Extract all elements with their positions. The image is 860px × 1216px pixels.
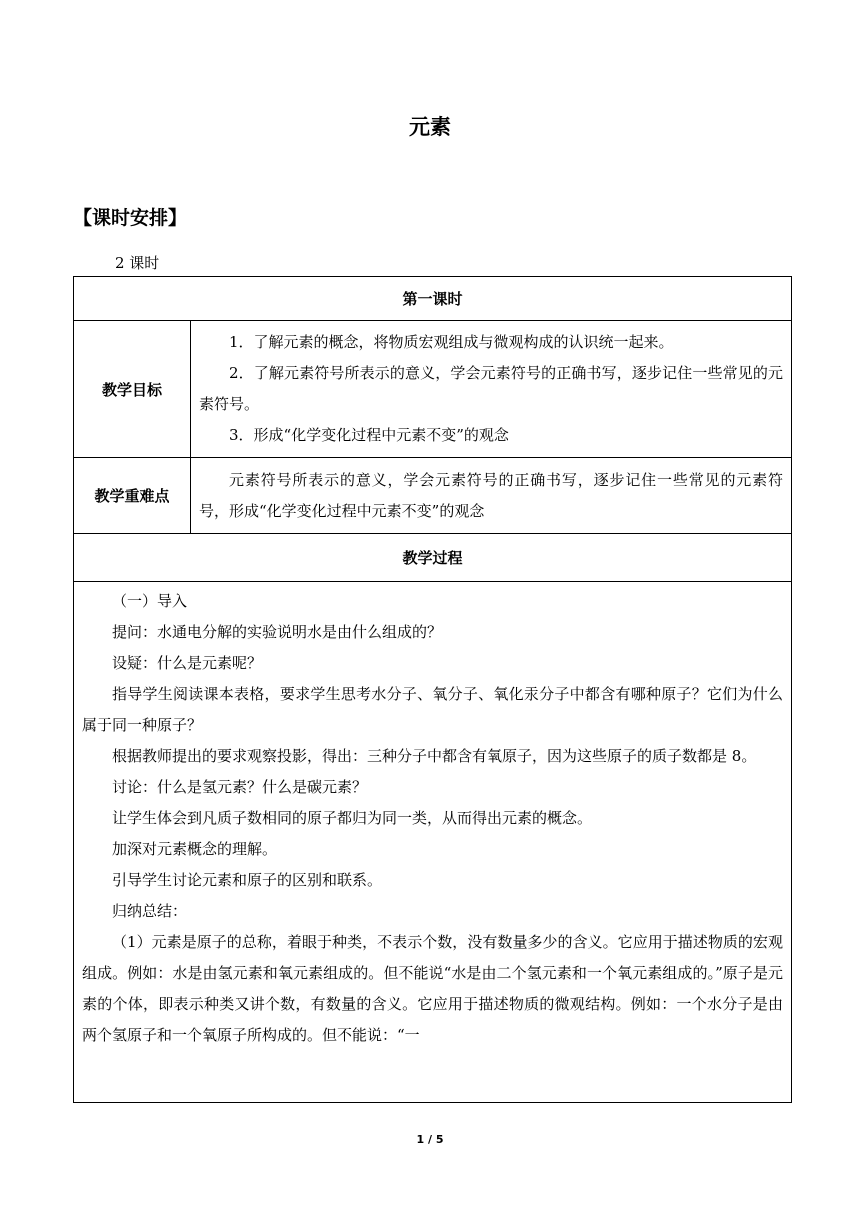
- section-heading: 【课时安排】: [73, 207, 188, 229]
- lesson-plan-table: [73, 276, 792, 1103]
- key-points-label: 教学重难点: [74, 458, 191, 534]
- process-paragraph: （1）元素是原子的总称，着眼于种类，不表示个数，没有数量多少的含义。它应用于描述物质的宏观组成。例如：水是由氢元素和氧元素组成的。但不能说“水是由二个氢元素和一个氧元素组成的。”原子是元素的个体，即表示种类又讲个数，有数量的含义。它应用于描述物质的微观结构。例如：一个水分子是由两个氢原子和一个氧原子所构成的。但不能说：“一: [82, 933, 784, 1044]
- process-paragraph: 讨论：什么是氢元素？什么是碳元素？: [112, 778, 368, 796]
- key-points-text: 元素符号所表示的意义，学会元素符号的正确书写，逐步记住一些常见的元素符号，形成“化学变化过程中元素不变”的观念: [199, 470, 784, 520]
- process-paragraph: 归纳总结：: [112, 902, 188, 920]
- process-header: 教学过程: [74, 534, 792, 582]
- process-paragraph: 引导学生讨论元素和原子的区别和联系。: [112, 871, 383, 889]
- document-title: 元素: [409, 115, 451, 139]
- objectives-cell: [191, 321, 792, 458]
- process-paragraph: 提问：水通电分解的实验说明水是由什么组成的？: [112, 623, 443, 641]
- objective-item: 1．了解元素的概念，将物质宏观组成与微观构成的认识统一起来。: [229, 333, 674, 351]
- process-paragraph: 加深对元素概念的理解。: [112, 840, 278, 858]
- process-paragraph: 根据教师提出的要求观察投影，得出：三种分子中都含有氧原子，因为这些原子的质子数都是 8。: [112, 747, 757, 765]
- process-cell: [74, 582, 792, 1103]
- objective-item: 2．了解元素符号所表示的意义，学会元素符号的正确书写，逐步记住一些常见的元素符号。: [199, 364, 784, 413]
- process-paragraph: （一）导入: [112, 592, 188, 610]
- key-points-cell: [191, 458, 792, 534]
- lesson-hours: 2 课时: [115, 254, 160, 272]
- lesson-header: 第一课时: [74, 277, 792, 321]
- objective-item: 3．形成“化学变化过程中元素不变”的观念: [229, 426, 509, 444]
- process-paragraph: 设疑：什么是元素呢？: [112, 654, 263, 672]
- page-number: 1 / 5: [416, 1133, 444, 1146]
- process-paragraph: 让学生体会到凡质子数相同的原子都归为同一类，从而得出元素的概念。: [112, 809, 593, 827]
- process-paragraph: 指导学生阅读课本表格，要求学生思考水分子、氧分子、氧化汞分子中都含有哪种原子？它们为什么属于同一种原子？: [82, 685, 784, 734]
- objectives-label: 教学目标: [74, 321, 191, 458]
